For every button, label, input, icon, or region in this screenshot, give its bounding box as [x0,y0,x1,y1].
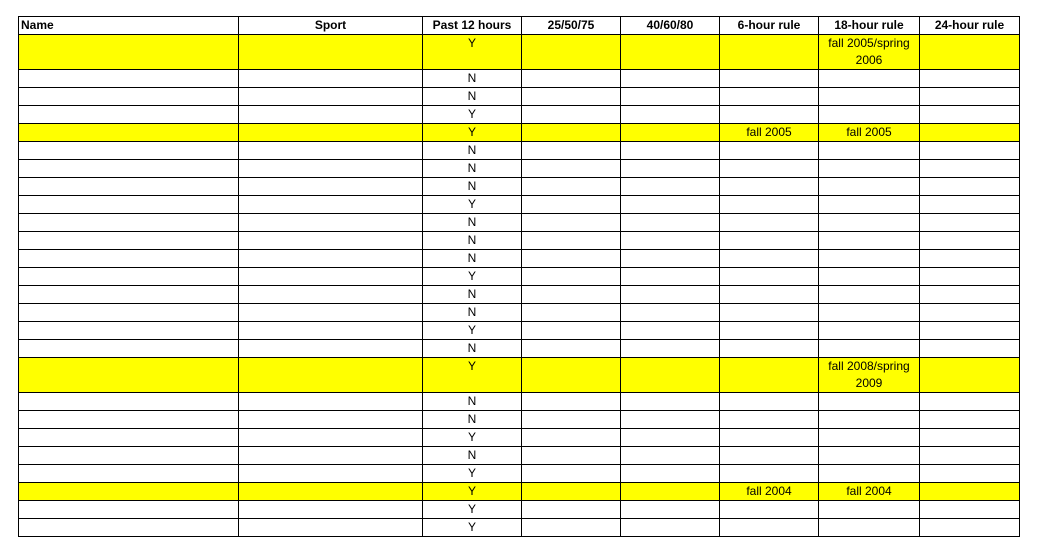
cell-past-12-hours[interactable]: N [423,178,522,196]
table-row [19,411,1020,429]
cell-sport[interactable] [239,142,423,160]
cell-18-hour-rule[interactable] [819,70,920,88]
cell-18-hour-rule[interactable]: fall 2004 [819,483,920,501]
cell-name[interactable] [19,286,239,304]
cell-25-50-75[interactable] [522,178,621,196]
cell-24-hour-rule[interactable] [920,35,1020,70]
cell-past-12-hours[interactable]: Y [423,106,522,124]
cell-40-60-80[interactable] [621,160,720,178]
cell-sport[interactable] [239,124,423,142]
cell-18-hour-rule[interactable] [819,250,920,268]
cell-18-hour-rule[interactable] [819,214,920,232]
cell-sport[interactable] [239,232,423,250]
cell-25-50-75[interactable] [522,214,621,232]
cell-name[interactable] [19,304,239,322]
cell-past-12-hours[interactable]: N [423,340,522,358]
table-row [19,465,1020,483]
cell-sport[interactable] [239,465,423,483]
table-row [19,250,1020,268]
header-18-hour-rule[interactable]: 18-hour rule [819,17,920,35]
cell-6-hour-rule[interactable] [720,88,819,106]
cell-40-60-80[interactable] [621,340,720,358]
cell-6-hour-rule[interactable] [720,160,819,178]
cell-6-hour-rule[interactable] [720,106,819,124]
cell-6-hour-rule[interactable] [720,519,819,537]
cell-24-hour-rule[interactable] [920,465,1020,483]
table-row [19,358,1020,393]
cell-24-hour-rule[interactable] [920,304,1020,322]
cell-sport[interactable] [239,411,423,429]
cell-40-60-80[interactable] [621,35,720,70]
cell-18-hour-rule[interactable]: fall 2005/spring 2006 [819,35,920,70]
table-row [19,214,1020,232]
cell-24-hour-rule[interactable] [920,232,1020,250]
cell-past-12-hours[interactable]: N [423,304,522,322]
cell-25-50-75[interactable] [522,340,621,358]
cell-25-50-75[interactable] [522,88,621,106]
cell-25-50-75[interactable] [522,250,621,268]
cell-past-12-hours[interactable]: Y [423,35,522,70]
cell-sport[interactable] [239,214,423,232]
cell-6-hour-rule[interactable] [720,411,819,429]
cell-24-hour-rule[interactable] [920,70,1020,88]
cell-24-hour-rule[interactable] [920,106,1020,124]
cell-25-50-75[interactable] [522,35,621,70]
cell-25-50-75[interactable] [522,322,621,340]
cell-25-50-75[interactable] [522,483,621,501]
cell-6-hour-rule[interactable] [720,447,819,465]
cell-sport[interactable] [239,358,423,393]
cell-sport[interactable] [239,340,423,358]
cell-24-hour-rule[interactable] [920,286,1020,304]
cell-6-hour-rule[interactable] [720,196,819,214]
cell-24-hour-rule[interactable] [920,429,1020,447]
cell-past-12-hours[interactable]: N [423,232,522,250]
cell-24-hour-rule[interactable] [920,358,1020,393]
cell-name[interactable] [19,214,239,232]
cell-18-hour-rule[interactable]: fall 2008/spring 2009 [819,358,920,393]
cell-24-hour-rule[interactable] [920,268,1020,286]
cell-24-hour-rule[interactable] [920,393,1020,411]
cell-name[interactable] [19,160,239,178]
cell-sport[interactable] [239,70,423,88]
table-row [19,106,1020,124]
cell-past-12-hours[interactable]: N [423,393,522,411]
cell-24-hour-rule[interactable] [920,411,1020,429]
cell-sport[interactable] [239,178,423,196]
cell-sport[interactable] [239,393,423,411]
cell-name[interactable] [19,178,239,196]
cell-6-hour-rule[interactable] [720,429,819,447]
cell-name[interactable] [19,35,239,70]
table-row [19,483,1020,501]
cell-6-hour-rule[interactable] [720,268,819,286]
cell-40-60-80[interactable] [621,501,720,519]
cell-18-hour-rule[interactable] [819,196,920,214]
table-row [19,70,1020,88]
cell-24-hour-rule[interactable] [920,124,1020,142]
cell-past-12-hours[interactable]: Y [423,322,522,340]
cell-name[interactable] [19,142,239,160]
cell-past-12-hours[interactable]: Y [423,429,522,447]
cell-18-hour-rule[interactable] [819,340,920,358]
header-past-12-hours[interactable]: Past 12 hours [423,17,522,35]
cell-name[interactable] [19,465,239,483]
cell-6-hour-rule[interactable] [720,393,819,411]
table-row [19,232,1020,250]
cell-sport[interactable] [239,196,423,214]
cell-24-hour-rule[interactable] [920,322,1020,340]
cell-18-hour-rule[interactable] [819,322,920,340]
cell-6-hour-rule[interactable] [720,304,819,322]
cell-sport[interactable] [239,519,423,537]
cell-24-hour-rule[interactable] [920,340,1020,358]
cell-40-60-80[interactable] [621,178,720,196]
cell-25-50-75[interactable] [522,196,621,214]
cell-6-hour-rule[interactable] [720,178,819,196]
table-row [19,178,1020,196]
cell-25-50-75[interactable] [522,358,621,393]
table-row [19,35,1020,70]
cell-25-50-75[interactable] [522,286,621,304]
cell-18-hour-rule[interactable] [819,268,920,286]
table-row [19,519,1020,537]
cell-6-hour-rule[interactable]: fall 2005 [720,124,819,142]
cell-name[interactable] [19,196,239,214]
cell-name[interactable] [19,124,239,142]
cell-6-hour-rule[interactable] [720,35,819,70]
cell-25-50-75[interactable] [522,142,621,160]
header-name[interactable]: Name [19,17,239,35]
cell-6-hour-rule[interactable] [720,214,819,232]
cell-18-hour-rule[interactable] [819,501,920,519]
cell-40-60-80[interactable] [621,322,720,340]
cell-past-12-hours[interactable]: N [423,88,522,106]
cell-past-12-hours[interactable]: Y [423,268,522,286]
cell-6-hour-rule[interactable] [720,465,819,483]
cell-18-hour-rule[interactable] [819,411,920,429]
cell-sport[interactable] [239,304,423,322]
cell-18-hour-rule[interactable] [819,286,920,304]
table-row [19,340,1020,358]
cell-name[interactable] [19,393,239,411]
cell-25-50-75[interactable] [522,501,621,519]
cell-past-12-hours[interactable]: Y [423,519,522,537]
cell-sport[interactable] [239,35,423,70]
cell-40-60-80[interactable] [621,214,720,232]
cell-40-60-80[interactable] [621,268,720,286]
cell-25-50-75[interactable] [522,268,621,286]
cell-24-hour-rule[interactable] [920,160,1020,178]
cell-18-hour-rule[interactable] [819,178,920,196]
cell-6-hour-rule[interactable] [720,232,819,250]
cell-6-hour-rule[interactable] [720,250,819,268]
cell-name[interactable] [19,106,239,124]
cell-name[interactable] [19,447,239,465]
cell-past-12-hours[interactable]: N [423,142,522,160]
cell-name[interactable] [19,232,239,250]
cell-25-50-75[interactable] [522,393,621,411]
cell-18-hour-rule[interactable] [819,88,920,106]
cell-6-hour-rule[interactable] [720,70,819,88]
cell-past-12-hours[interactable]: N [423,411,522,429]
cell-24-hour-rule[interactable] [920,501,1020,519]
table-row [19,268,1020,286]
cell-40-60-80[interactable] [621,196,720,214]
cell-24-hour-rule[interactable] [920,519,1020,537]
cell-sport[interactable] [239,322,423,340]
cell-past-12-hours[interactable]: N [423,250,522,268]
header-40-60-80[interactable]: 40/60/80 [621,17,720,35]
cell-name[interactable] [19,250,239,268]
cell-name[interactable] [19,358,239,393]
cell-25-50-75[interactable] [522,304,621,322]
cell-40-60-80[interactable] [621,519,720,537]
cell-past-12-hours[interactable]: Y [423,465,522,483]
cell-18-hour-rule[interactable] [819,429,920,447]
cell-name[interactable] [19,268,239,286]
cell-sport[interactable] [239,501,423,519]
cell-6-hour-rule[interactable]: fall 2004 [720,483,819,501]
table-row [19,160,1020,178]
cell-18-hour-rule[interactable] [819,106,920,124]
cell-past-12-hours[interactable]: Y [423,358,522,393]
cell-18-hour-rule[interactable] [819,142,920,160]
cell-18-hour-rule[interactable] [819,160,920,178]
cell-40-60-80[interactable] [621,88,720,106]
cell-past-12-hours[interactable]: N [423,160,522,178]
cell-25-50-75[interactable] [522,465,621,483]
cell-25-50-75[interactable] [522,232,621,250]
cell-sport[interactable] [239,268,423,286]
cell-past-12-hours[interactable]: N [423,447,522,465]
header-row [19,17,1020,35]
table-row [19,196,1020,214]
table-row [19,447,1020,465]
cell-past-12-hours[interactable]: Y [423,501,522,519]
cell-24-hour-rule[interactable] [920,142,1020,160]
cell-past-12-hours[interactable]: Y [423,483,522,501]
cell-past-12-hours[interactable]: N [423,70,522,88]
cell-24-hour-rule[interactable] [920,483,1020,501]
table-row [19,142,1020,160]
cell-sport[interactable] [239,286,423,304]
cell-6-hour-rule[interactable] [720,340,819,358]
cell-18-hour-rule[interactable] [819,232,920,250]
table-row [19,429,1020,447]
cell-25-50-75[interactable] [522,160,621,178]
cell-24-hour-rule[interactable] [920,214,1020,232]
cell-40-60-80[interactable] [621,429,720,447]
cell-sport[interactable] [239,106,423,124]
cell-name[interactable] [19,501,239,519]
cell-6-hour-rule[interactable] [720,358,819,393]
cell-6-hour-rule[interactable] [720,501,819,519]
cell-18-hour-rule[interactable] [819,304,920,322]
cell-sport[interactable] [239,250,423,268]
cell-name[interactable] [19,322,239,340]
cell-40-60-80[interactable] [621,447,720,465]
cell-40-60-80[interactable] [621,232,720,250]
cell-18-hour-rule[interactable]: fall 2005 [819,124,920,142]
cell-40-60-80[interactable] [621,411,720,429]
cell-40-60-80[interactable] [621,358,720,393]
cell-6-hour-rule[interactable] [720,322,819,340]
cell-25-50-75[interactable] [522,124,621,142]
cell-25-50-75[interactable] [522,70,621,88]
table-row [19,286,1020,304]
cell-25-50-75[interactable] [522,106,621,124]
cell-40-60-80[interactable] [621,106,720,124]
cell-18-hour-rule[interactable] [819,393,920,411]
table-row [19,393,1020,411]
table-row [19,304,1020,322]
cell-6-hour-rule[interactable] [720,286,819,304]
cell-25-50-75[interactable] [522,447,621,465]
cell-sport[interactable] [239,160,423,178]
cell-sport[interactable] [239,88,423,106]
cell-18-hour-rule[interactable] [819,519,920,537]
cell-18-hour-rule[interactable] [819,447,920,465]
table-row [19,322,1020,340]
cell-24-hour-rule[interactable] [920,88,1020,106]
cell-40-60-80[interactable] [621,142,720,160]
cell-sport[interactable] [239,447,423,465]
cell-name[interactable] [19,519,239,537]
cell-24-hour-rule[interactable] [920,250,1020,268]
header-sport[interactable]: Sport [239,17,423,35]
cell-24-hour-rule[interactable] [920,178,1020,196]
cell-40-60-80[interactable] [621,465,720,483]
header-25-50-75[interactable]: 25/50/75 [522,17,621,35]
cell-name[interactable] [19,483,239,501]
cell-40-60-80[interactable] [621,70,720,88]
spreadsheet-table [18,16,1020,537]
cell-past-12-hours[interactable]: N [423,286,522,304]
table-row [19,124,1020,142]
cell-sport[interactable] [239,483,423,501]
cell-name[interactable] [19,340,239,358]
cell-40-60-80[interactable] [621,304,720,322]
cell-40-60-80[interactable] [621,250,720,268]
cell-sport[interactable] [239,429,423,447]
cell-past-12-hours[interactable]: Y [423,196,522,214]
cell-24-hour-rule[interactable] [920,447,1020,465]
header-6-hour-rule[interactable]: 6-hour rule [720,17,819,35]
cell-name[interactable] [19,411,239,429]
cell-6-hour-rule[interactable] [720,142,819,160]
cell-24-hour-rule[interactable] [920,196,1020,214]
cell-past-12-hours[interactable]: Y [423,124,522,142]
cell-25-50-75[interactable] [522,519,621,537]
cell-25-50-75[interactable] [522,429,621,447]
header-24-hour-rule[interactable]: 24-hour rule [920,17,1020,35]
cell-past-12-hours[interactable]: N [423,214,522,232]
table-row [19,501,1020,519]
cell-40-60-80[interactable] [621,483,720,501]
cell-40-60-80[interactable] [621,286,720,304]
cell-name[interactable] [19,429,239,447]
cell-name[interactable] [19,70,239,88]
table-row [19,88,1020,106]
cell-25-50-75[interactable] [522,411,621,429]
cell-40-60-80[interactable] [621,393,720,411]
table-body [19,35,1020,537]
cell-40-60-80[interactable] [621,124,720,142]
cell-18-hour-rule[interactable] [819,465,920,483]
cell-name[interactable] [19,88,239,106]
